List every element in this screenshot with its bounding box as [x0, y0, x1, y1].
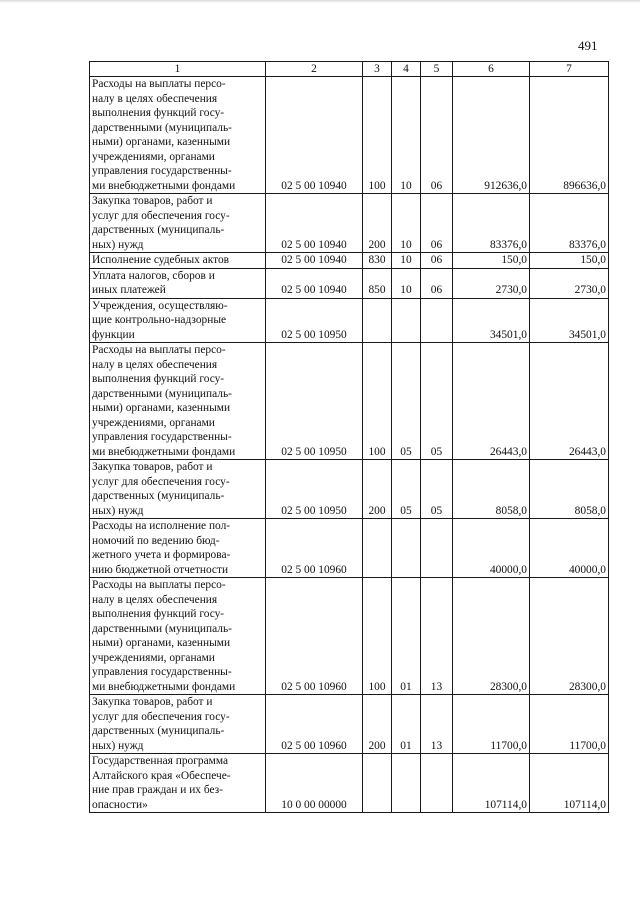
row-expense-type-cell [363, 519, 392, 578]
row-expense-type-cell: 100 [363, 578, 392, 695]
row-name-line: дарственных (муниципаль- [92, 490, 225, 502]
row-name-line: дарственных (муниципаль- [92, 224, 225, 236]
row-name-cell [90, 754, 266, 813]
row-name-line: ние прав граждан и их без- [92, 784, 223, 796]
row-amount-col7-cell: 26443,0 [530, 343, 609, 460]
row-expense-type-cell: 830 [363, 253, 392, 269]
row-name-line: ных) нужд [92, 238, 144, 251]
row-name-line: Алтайского края «Обеспече- [92, 769, 231, 782]
row-amount-col6-cell: 40000,0 [453, 519, 530, 578]
row-name-line: дарственными (муниципаль- [92, 387, 232, 400]
row-amount-col6-cell: 28300,0 [453, 578, 530, 695]
row-expense-type-cell: 100 [363, 343, 392, 460]
row-section-cell: 05 [392, 460, 421, 519]
row-name-cell [90, 519, 266, 578]
row-section-cell: 10 [392, 77, 421, 194]
row-amount-col7-cell: 11700,0 [530, 695, 609, 754]
row-name-line: Расходы на выплаты персо- [92, 344, 226, 356]
row-name-cell [90, 298, 266, 343]
row-subsection-cell [421, 754, 453, 813]
row-amount-col6-cell: 11700,0 [453, 695, 530, 754]
row-name-line: учреждениями, органами [92, 416, 215, 429]
row-name-line: Расходы на выплаты персо- [92, 579, 226, 591]
row-amount-col6-cell: 83376,0 [453, 194, 530, 253]
row-name-line: иных платежей [92, 284, 166, 296]
table-header-row [90, 62, 609, 77]
row-name-line: Исполнение судебных актов [92, 254, 230, 266]
row-expense-type-cell: 200 [363, 695, 392, 754]
row-code-cell: 02 5 00 10960 [266, 578, 363, 695]
row-name-line: Государственная программа [92, 755, 229, 767]
row-name-line: учреждениями, органами [92, 150, 215, 163]
row-code-cell: 02 5 00 10960 [266, 519, 363, 578]
row-name-line: дарственных (муниципаль- [92, 725, 225, 737]
row-name-line: дарственными (муниципаль- [92, 622, 232, 635]
row-name-line: учреждениями, органами [92, 651, 215, 664]
row-code-cell: 02 5 00 10940 [266, 77, 363, 194]
row-code-cell: 02 5 00 10940 [266, 194, 363, 253]
row-amount-col6-cell: 34501,0 [453, 298, 530, 343]
header-col-6: 6 [453, 62, 530, 77]
row-code-cell: 02 5 00 10950 [266, 298, 363, 343]
row-amount-col7-cell: 34501,0 [530, 298, 609, 343]
header-col-1: 1 [90, 62, 266, 77]
row-name-line: жетного учета и формирова- [92, 549, 231, 561]
row-name-line: номочий по ведению бюд- [92, 534, 220, 547]
row-section-cell [392, 754, 421, 813]
row-name-line: ных) нужд [92, 739, 144, 752]
row-name-line: Закупка товаров, работ и [92, 195, 213, 207]
row-amount-col7-cell: 8058,0 [530, 460, 609, 519]
row-amount-col7-cell: 150,0 [530, 253, 609, 269]
row-name-cell [90, 578, 266, 695]
row-name-line: дарственными (муниципаль- [92, 121, 232, 134]
row-name-line: услуг для обеспечения госу- [92, 710, 230, 723]
table-row [90, 343, 609, 460]
row-amount-col7-cell: 28300,0 [530, 578, 609, 695]
header-col-3: 3 [363, 62, 392, 77]
row-name-line: ных) нужд [92, 504, 144, 517]
table-row [90, 268, 609, 298]
row-name-line: Закупка товаров, работ и [92, 461, 213, 473]
row-section-cell [392, 298, 421, 343]
row-name-line: ми внебюджетными фондами [92, 680, 236, 693]
row-name-cell [90, 194, 266, 253]
row-name-line: Расходы на выплаты персо- [92, 78, 226, 90]
row-code-cell: 10 0 00 00000 [266, 754, 363, 813]
row-amount-col6-cell: 107114,0 [453, 754, 530, 813]
row-amount-col6-cell: 8058,0 [453, 460, 530, 519]
row-amount-col7-cell: 107114,0 [530, 754, 609, 813]
row-code-cell: 02 5 00 10960 [266, 695, 363, 754]
row-subsection-cell: 06 [421, 194, 453, 253]
row-name-line: выполнения функций госу- [92, 107, 225, 119]
row-name-line: налу в целях обеспечения [92, 92, 218, 105]
row-expense-type-cell: 200 [363, 460, 392, 519]
row-expense-type-cell: 100 [363, 77, 392, 194]
row-name-cell [90, 695, 266, 754]
row-subsection-cell: 05 [421, 460, 453, 519]
row-subsection-cell: 06 [421, 253, 453, 269]
row-name-line: налу в целях обеспечения [92, 358, 218, 371]
row-section-cell: 10 [392, 268, 421, 298]
row-name-line: ными) органами, казенными [92, 637, 231, 649]
row-name-line: выполнения функций госу- [92, 373, 225, 385]
row-amount-col6-cell: 26443,0 [453, 343, 530, 460]
row-subsection-cell [421, 298, 453, 343]
row-code-cell: 02 5 00 10950 [266, 343, 363, 460]
row-name-line: щие контрольно-надзорные [92, 314, 227, 326]
row-code-cell: 02 5 00 10940 [266, 253, 363, 269]
row-name-line: ми внебюджетными фондами [92, 445, 236, 458]
header-col-7: 7 [530, 62, 609, 77]
row-amount-col7-cell: 896636,0 [530, 77, 609, 194]
row-name-line: услуг для обеспечения госу- [92, 475, 230, 488]
row-name-line: ными) органами, казенными [92, 136, 231, 148]
row-name-cell [90, 77, 266, 194]
table-row [90, 519, 609, 578]
row-name-line: управления государственны- [92, 666, 232, 678]
table-row [90, 194, 609, 253]
row-name-line: управления государственны- [92, 431, 232, 443]
row-name-line: Уплата налогов, сборов и [92, 269, 215, 282]
row-name-line: функции [92, 328, 135, 341]
row-name-line: ными) органами, казенными [92, 402, 231, 414]
row-name-line: выполнения функций госу- [92, 608, 225, 620]
table-row [90, 754, 609, 813]
scan-edge [0, 0, 640, 3]
row-subsection-cell: 06 [421, 268, 453, 298]
row-name-line: Расходы на исполнение пол- [92, 520, 231, 532]
row-section-cell: 01 [392, 578, 421, 695]
row-amount-col7-cell: 2730,0 [530, 268, 609, 298]
row-section-cell: 10 [392, 194, 421, 253]
table-row [90, 298, 609, 343]
row-code-cell: 02 5 00 10940 [266, 268, 363, 298]
row-name-line: услуг для обеспечения госу- [92, 209, 230, 222]
row-name-cell [90, 460, 266, 519]
row-subsection-cell [421, 519, 453, 578]
row-expense-type-cell: 850 [363, 268, 392, 298]
table-row [90, 77, 609, 194]
row-name-cell [90, 268, 266, 298]
row-name-cell [90, 253, 266, 269]
header-col-4: 4 [392, 62, 421, 77]
table-row [90, 695, 609, 754]
row-name-line: ми внебюджетными фондами [92, 179, 236, 192]
header-col-5: 5 [421, 62, 453, 77]
row-amount-col6-cell: 2730,0 [453, 268, 530, 298]
row-amount-col7-cell: 83376,0 [530, 194, 609, 253]
row-section-cell: 01 [392, 695, 421, 754]
row-expense-type-cell: 200 [363, 194, 392, 253]
page-number: 491 [578, 38, 598, 53]
row-name-line: управления государственны- [92, 165, 232, 177]
row-name-line: нию бюджетной отчетности [92, 563, 229, 576]
row-name-line: Учреждения, осуществляю- [92, 299, 228, 312]
row-amount-col7-cell: 40000,0 [530, 519, 609, 578]
row-subsection-cell: 13 [421, 578, 453, 695]
row-expense-type-cell [363, 298, 392, 343]
budget-table [89, 61, 609, 813]
row-name-line: Закупка товаров, работ и [92, 696, 213, 708]
row-section-cell [392, 519, 421, 578]
row-name-cell [90, 343, 266, 460]
row-name-line: опасности» [92, 798, 148, 811]
table-row [90, 578, 609, 695]
row-subsection-cell: 13 [421, 695, 453, 754]
row-amount-col6-cell: 912636,0 [453, 77, 530, 194]
row-expense-type-cell [363, 754, 392, 813]
row-section-cell: 05 [392, 343, 421, 460]
table-row [90, 253, 609, 269]
row-amount-col6-cell: 150,0 [453, 253, 530, 269]
row-subsection-cell: 05 [421, 343, 453, 460]
row-section-cell: 10 [392, 253, 421, 269]
row-code-cell: 02 5 00 10950 [266, 460, 363, 519]
header-col-2: 2 [266, 62, 363, 77]
row-subsection-cell: 06 [421, 77, 453, 194]
table-row [90, 460, 609, 519]
row-name-line: налу в целях обеспечения [92, 593, 218, 606]
